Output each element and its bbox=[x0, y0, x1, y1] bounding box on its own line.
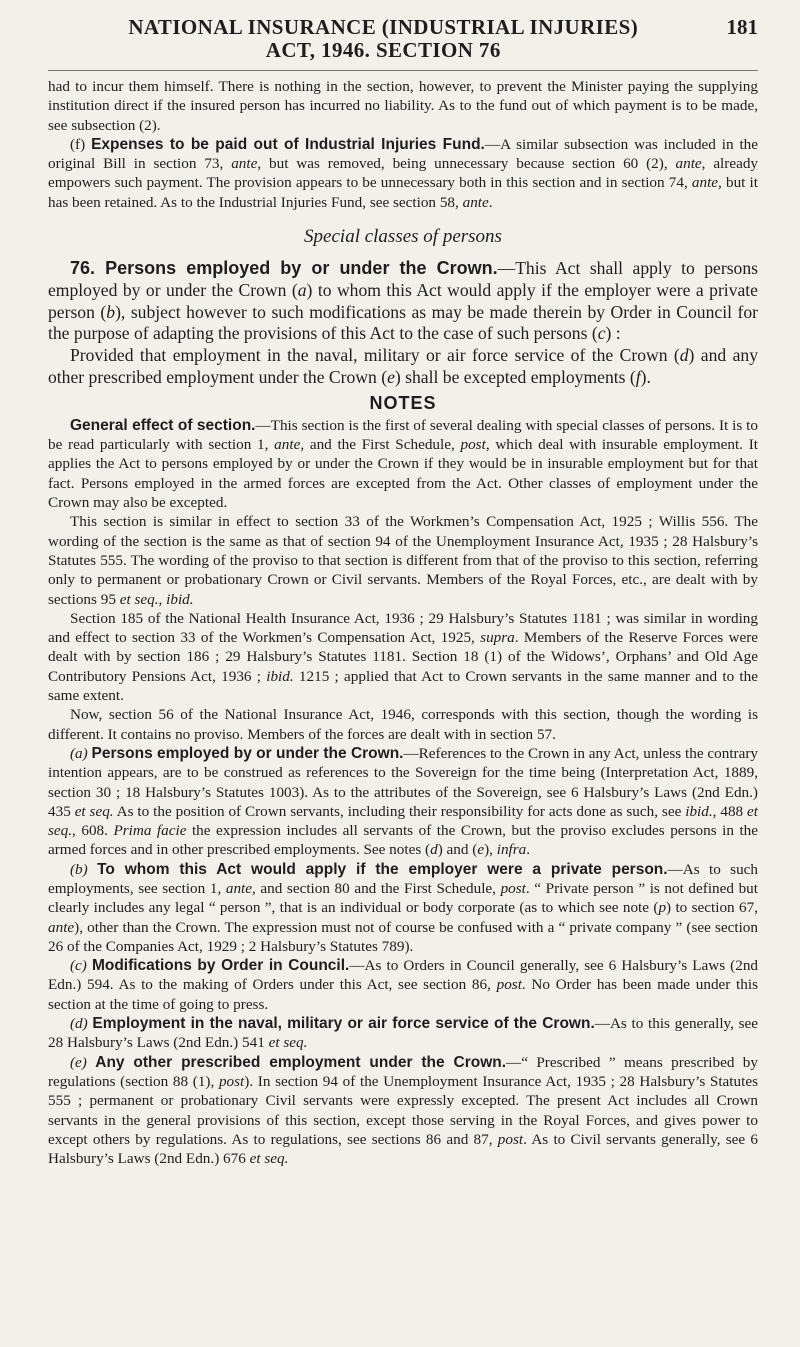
paragraph-continuation: had to incur them himself. There is nothing in the section, however, to prevent the Minister paying the supplying institution direct if the insured person has incurred no liability. As to the fund out of which payment is to be made, see subsection (2). bbox=[48, 78, 758, 134]
note-general-effect: General effect of section.—This section is the first of several dealing with special classes of persons. It is to be read particularly with section 1, ante, and the First Schedule, post, which deal with insurable employment. It applies the Act to persons employed by or under the Crown if they would be in insurable employment but for that fact. Persons employed in the armed forces are excepted from the Act. Other classes of employment under the Crown may also be excepted. bbox=[48, 416, 758, 512]
header-rule bbox=[48, 70, 758, 71]
note-f-paragraph: (f) Expenses to be paid out of Industrial Injuries Fund.—A similar subsection was included in the original Bill in section 73, ante, but was removed, being unnecessary because section 60 (2), ante, already empowers such payment. The provision appears to be unnecessary both in this section and in section 74, ante, but it has been retained. As to the Industrial Injuries Fund, see section 58, ante. bbox=[48, 135, 759, 211]
note-workmens-compensation: This section is similar in effect to section 33 of the Workmen’s Compensation Act, 1925 ; Willis 556. The wording of the section is the same as that of section 94 of the Unemployment Insurance Act, 1935 ; 28 Halsbury’s Statutes 555. The wording of the proviso to that section is different from that of the proviso to this section, referring only to permanent or probationary Crown or Civil servants. Members of the Royal Forces, etc., are dealt with by sections 95 et seq., ibid. bbox=[48, 513, 758, 608]
page-header bbox=[48, 16, 758, 62]
running-title-line-1: NATIONAL INSURANCE (INDUSTRIAL INJURIES) bbox=[128, 15, 639, 39]
section-group-heading: Special classes of persons bbox=[304, 226, 502, 248]
note-e: (e) Any other prescribed employment under the Crown.—“ Prescribed ” means prescribed by regulations (section 88 (1), post). In section 94 of the Unemployment Insurance Act, 1935 ; 28 Halsbury’s Statutes 555 ; permanent or probationary Civil servants were expressly excepted. The present Act includes all Crown servants in the general provisions of this section, except those serving in the Royal Forces, and gives power to except others by regulations. As to regulations, see sections 86 and 87, post. As to Civil servants generally, see 6 Halsbury’s Laws (2nd Edn.) 676 et seq. bbox=[48, 1053, 758, 1168]
section-76-proviso: Provided that employment in the naval, military or air force service of the Crown (d) and any other prescribed employment under the Crown (e) shall be excepted employments (f). bbox=[48, 345, 758, 388]
note-general-effect-heading: General effect of section. bbox=[70, 416, 256, 434]
section-76-heading: 76. Persons employed by or under the Crown. bbox=[70, 258, 498, 279]
note-a: (a) Persons employed by or under the Crown.—References to the Crown in any Act, unless the contrary intention appears, are to be construed as references to the Sovereign for the time being (Interpretation Act, 1889, section 30 ; 18 Halsbury’s Statutes 1003). As to the attributes of the Sovereign, see 6 Halsbury’s Laws (2nd Edn.) 435 et seq. As to the position of Crown servants, including their responsibility for acts done as such, see ibid., 488 et seq., 608. Prima facie the expression includes all servants of the Crown, but the proviso excludes persons in the armed forces and in other prescribed employments. See notes (d) and (e), infra. bbox=[48, 744, 759, 859]
note-d: (d) Employment in the naval, military or air force service of the Crown.—As to this generally, see 28 Halsbury’s Laws (2nd Edn.) 541 et seq. bbox=[48, 1015, 759, 1052]
note-c: (c) Modifications by Order in Council.—As to Orders in Council generally, see 6 Halsbury’s Laws (2nd Edn.) 594. As to the making of Orders under this Act, see section 86, post. No Order has been made under this section at the time of going to press. bbox=[48, 957, 759, 1013]
note-section-56: Now, section 56 of the National Insurance Act, 1946, corresponds with this section, though the wording is different. It contains no proviso. Members of the forces are dealt with in section 57. bbox=[48, 706, 758, 743]
note-e-heading: Any other prescribed employment under the Crown. bbox=[95, 1053, 507, 1071]
note-a-heading: Persons employed by or under the Crown. bbox=[91, 744, 404, 762]
note-national-health: Section 185 of the National Health Insurance Act, 1936 ; 29 Halsbury’s Statutes 1181 ; was similar in wording and effect to section 33 of the Workmen’s Compensation Act, 1925, supra. Members of the Reserve Forces were dealt with by section 186 ; 29 Halsbury’s Statutes 1181. Section 18 (1) of the Widows’, Orphans’ and Old Age Contributory Pensions Act, 1936 ; ibid. 1215 ; applied that Act to Crown servants in the same manner and to the same extent. bbox=[48, 609, 758, 705]
note-f-heading: Expenses to be paid out of Industrial Injuries Fund. bbox=[91, 135, 485, 153]
note-d-heading: Employment in the naval, military or air force service of the Crown. bbox=[92, 1015, 595, 1033]
notes-heading: NOTES bbox=[369, 392, 437, 413]
note-b: (b) To whom this Act would apply if the employer were a private person.—As to such employments, see section 1, ante, and section 80 and the First Schedule, post. “ Private person ” is not defined but clearly includes any legal “ person ”, that is an individual or body corporate (as to which see note (p) to section 67, ante), other than the Crown. The expression must not of course be confused with a “ private company ” (see section 26 of the Companies Act, 1929 ; 2 Halsbury’s Statutes 789). bbox=[48, 860, 759, 955]
running-title bbox=[48, 16, 719, 62]
running-title-line-2: ACT, 1946. SECTION 76 bbox=[265, 38, 501, 62]
note-b-heading: To whom this Act would apply if the employer were a private person. bbox=[97, 860, 668, 878]
page-number: 181 bbox=[726, 15, 758, 39]
note-c-heading: Modifications by Order in Council. bbox=[91, 957, 350, 975]
section-76-text: 76. Persons employed by or under the Crown.—This Act shall apply to persons employed by or under the Crown (a) to whom this Act would apply if the employer were a private person (b), subject however to such modifications as may be made therein by Order in Council for the purpose of adapting the provisions of this Act to the case of such persons (c) : bbox=[48, 258, 759, 344]
